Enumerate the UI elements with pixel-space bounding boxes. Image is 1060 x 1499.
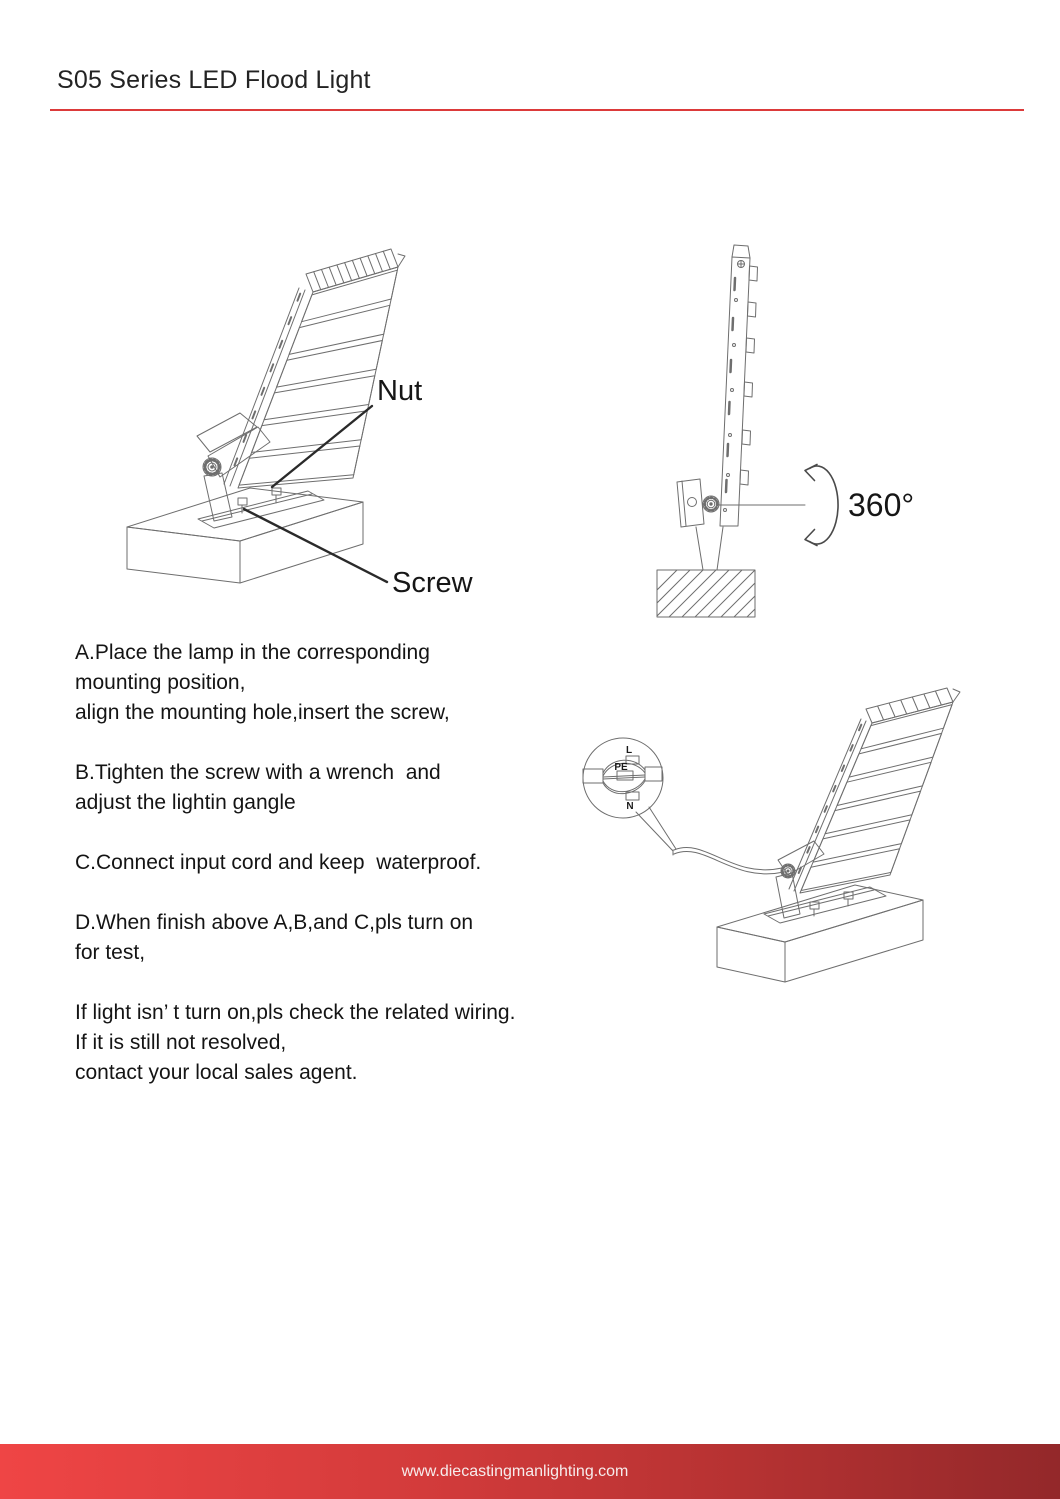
header-divider	[50, 109, 1024, 111]
instruction-line: align the mounting hole,insert the screw,	[75, 701, 450, 724]
instruction-line	[75, 878, 635, 908]
instruction-line: adjust the lightin gangle	[75, 791, 296, 814]
instruction-line	[75, 728, 635, 758]
instruction-line	[75, 968, 635, 998]
screw-leader-line	[244, 509, 387, 582]
instruction-line: C.Connect input cord and keep waterproof.	[75, 851, 482, 874]
instruction-line: mounting position,	[75, 671, 246, 694]
instruction-line	[75, 818, 635, 848]
floodlight-sideview-diagram	[620, 230, 1020, 630]
floodlight-isometric-diagram	[100, 230, 550, 630]
footer-bar	[0, 1444, 1060, 1499]
wire-label-live: L	[625, 745, 633, 756]
input-cord	[674, 847, 782, 869]
wire-label-neutral: N	[626, 801, 634, 812]
footer-website-url: www.diecastingmanlighting.com	[401, 1463, 629, 1480]
instruction-line: If it is still not resolved,	[75, 1031, 287, 1054]
instruction-line: for test,	[75, 941, 146, 964]
installation-instructions	[75, 638, 635, 1088]
rotation-arrow-arc	[810, 466, 838, 544]
nut-label: Nut	[377, 375, 423, 407]
instruction-line: If light isn’ t turn on,pls check the related wiring.	[75, 1001, 516, 1024]
wire-label-earth: PE	[614, 762, 628, 773]
page-title: S05 Series LED Flood Light	[57, 66, 371, 94]
instruction-line: A.Place the lamp in the corresponding	[75, 641, 430, 664]
floodlight-wiring-diagram	[570, 680, 990, 1000]
rotation-label: 360°	[848, 487, 915, 523]
instruction-line: B.Tighten the screw with a wrench and	[75, 761, 441, 784]
instruction-line: contact your local sales agent.	[75, 1061, 358, 1084]
screw-label: Screw	[392, 567, 473, 599]
instruction-line: D.When finish above A,B,and C,pls turn on	[75, 911, 474, 934]
